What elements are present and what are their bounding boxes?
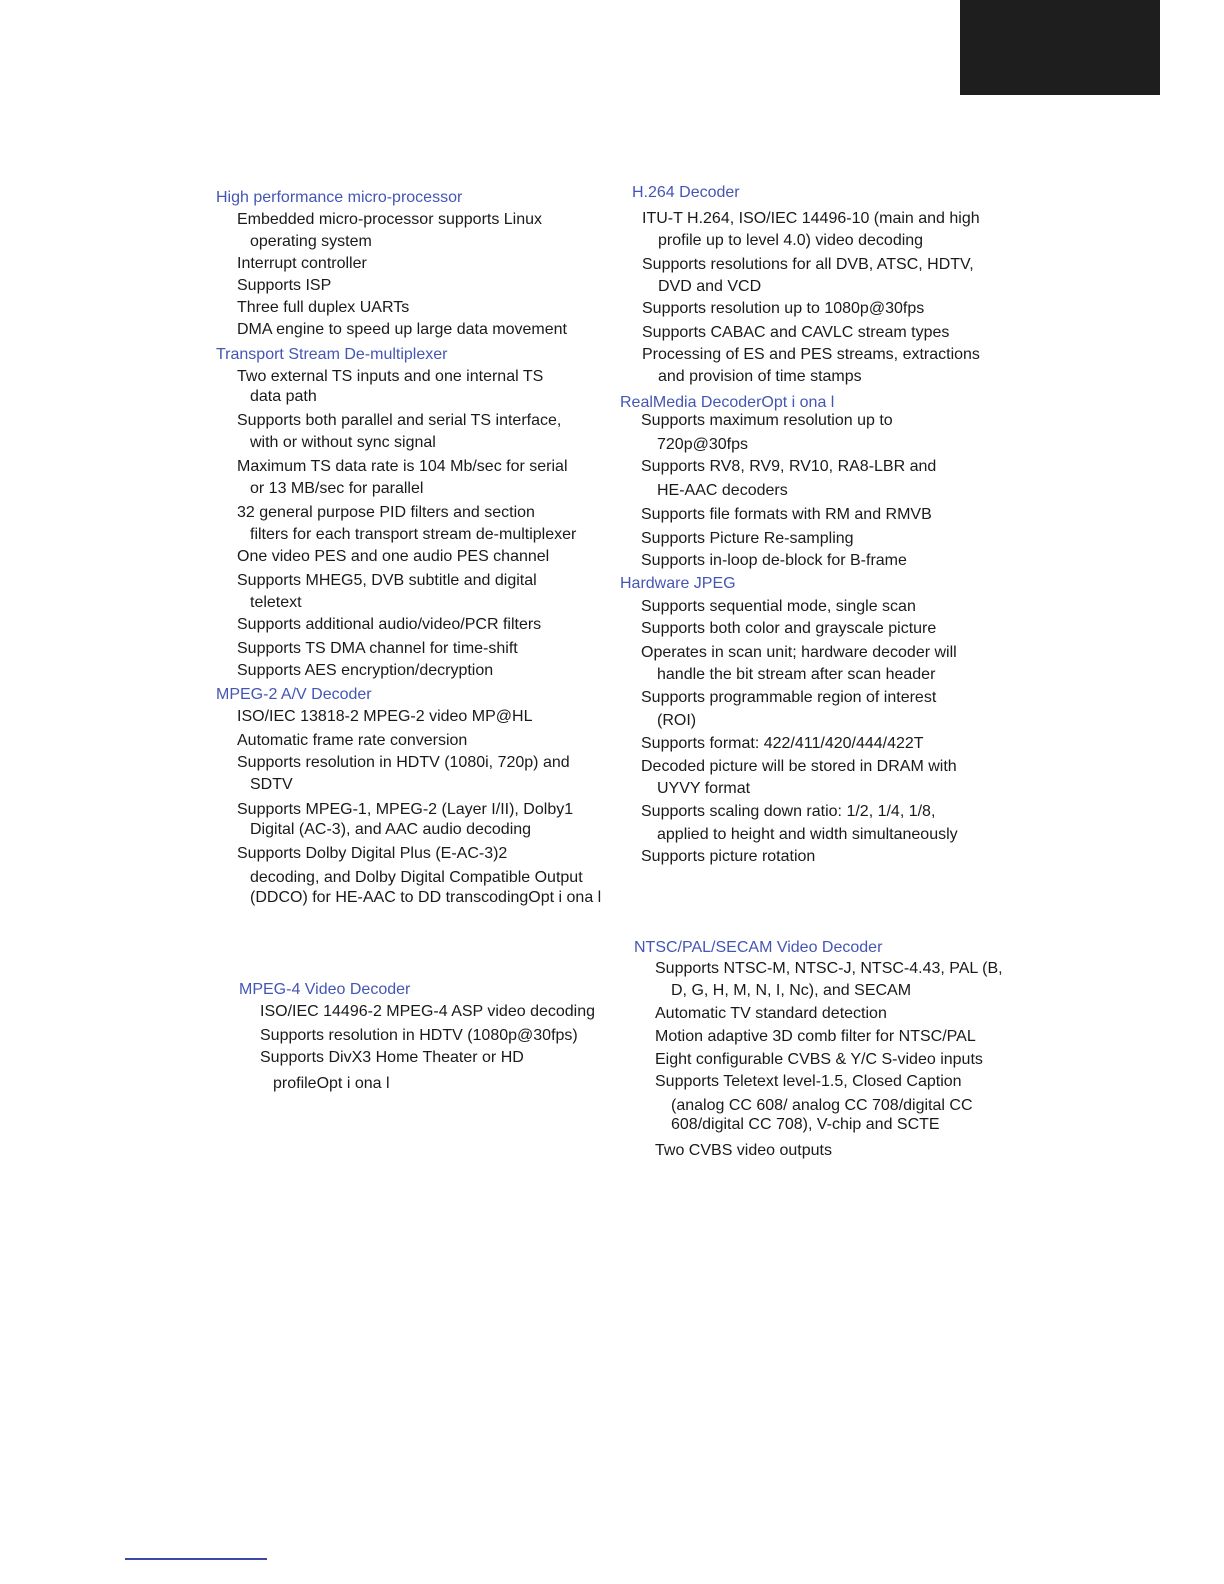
spec-line: Supports DivX3 Home Theater or HD	[260, 1049, 524, 1066]
spec-line: Supports file formats with RM and RMVB	[641, 506, 932, 523]
spec-line: profile up to level 4.0) video decoding	[658, 232, 924, 249]
ntsc-section	[634, 937, 1014, 1162]
spec-line: Supports RV8, RV9, RV10, RA8-LBR and	[641, 458, 937, 475]
section-heading-ntsc: NTSC/PAL/SECAM Video Decoder	[634, 939, 883, 956]
spec-line: Supports MPEG-1, MPEG-2 (Layer I/II), Dolby1	[237, 801, 574, 818]
spec-line: Supports Dolby Digital Plus (E-AC-3)2	[237, 845, 508, 862]
spec-line: ITU-T H.264, ISO/IEC 14496-10 (main and high	[642, 210, 980, 227]
spec-line: Supports Teletext level-1.5, Closed Caption	[655, 1073, 962, 1090]
spec-line: DVD and VCD	[658, 278, 762, 295]
footnote-divider	[125, 1558, 267, 1560]
spec-line: ISO/IEC 14496-2 MPEG-4 ASP video decoding	[260, 1003, 596, 1020]
section-heading-realmedia: RealMedia DecoderOpt i ona l	[620, 394, 835, 411]
spec-line: 32 general purpose PID filters and section	[237, 504, 535, 521]
spec-line: Interrupt controller	[237, 255, 367, 272]
section-heading-hardware-jpeg: Hardware JPEG	[620, 575, 736, 592]
spec-line: Maximum TS data rate is 104 Mb/sec for serial	[237, 458, 568, 475]
spec-line: applied to height and width simultaneously	[657, 826, 958, 843]
spec-line: Decoded picture will be stored in DRAM with	[641, 758, 957, 775]
spec-line: DMA engine to speed up large data movement	[237, 321, 567, 338]
section-heading-mpeg4: MPEG-4 Video Decoder	[239, 981, 411, 998]
spec-line: Supports programmable region of interest	[641, 689, 937, 706]
spec-line: and provision of time stamps	[658, 368, 862, 385]
spec-line: SDTV	[250, 776, 293, 793]
spec-line: Supports both color and grayscale picture	[641, 620, 937, 637]
spec-line: Processing of ES and PES streams, extractions	[642, 346, 980, 363]
spec-line: Supports both parallel and serial TS interface,	[237, 412, 562, 429]
spec-line: handle the bit stream after scan header	[657, 666, 936, 683]
spec-line: Supports resolution up to 1080p@30fps	[642, 300, 925, 317]
spec-line: (ROI)	[657, 712, 697, 729]
spec-line: Supports resolutions for all DVB, ATSC, HDTV,	[642, 256, 974, 273]
spec-line: One video PES and one audio PES channel	[237, 548, 550, 565]
spec-line: Supports CABAC and CAVLC stream types	[642, 324, 950, 341]
section-heading-mpeg2: MPEG-2 A/V Decoder	[216, 686, 372, 703]
spec-line: Two external TS inputs and one internal TS	[237, 368, 544, 385]
spec-line: Three full duplex UARTs	[237, 299, 410, 316]
section-heading-h264: H.264 Decoder	[632, 184, 740, 201]
spec-line: Supports format: 422/411/420/444/422T	[641, 735, 924, 752]
spec-line: D, G, H, M, N, I, Nc), and SECAM	[671, 982, 912, 999]
spec-line: 720p@30fps	[657, 436, 748, 453]
spec-line: Supports in-loop de-block for B-frame	[641, 552, 907, 569]
spec-line: (DDCO) for HE-AAC to DD transcodingOpt i ona l	[250, 889, 602, 906]
spec-line: teletext	[250, 594, 302, 611]
section-heading-microprocessor: High performance micro-processor	[216, 189, 463, 206]
spec-line: with or without sync signal	[250, 434, 436, 451]
spec-line: Supports maximum resolution up to	[641, 412, 893, 429]
spec-line: Digital (AC-3), and AAC audio decoding	[250, 821, 532, 838]
right-lower-column	[620, 392, 1020, 868]
spec-line: Supports scaling down ratio: 1/2, 1/4, 1/8,	[641, 803, 936, 820]
spec-line: Embedded micro-processor supports Linux	[237, 211, 543, 228]
spec-line: (analog CC 608/ analog CC 708/digital CC	[671, 1097, 973, 1114]
spec-line: Operates in scan unit; hardware decoder will	[641, 644, 957, 661]
spec-line: Supports resolution in HDTV (1080p@30fps)	[260, 1027, 578, 1044]
h264-section	[632, 182, 1012, 388]
spec-line: ISO/IEC 13818-2 MPEG-2 video MP@HL	[237, 708, 533, 725]
spec-line: HE-AAC decoders	[657, 482, 788, 499]
spec-line: Automatic TV standard detection	[655, 1005, 887, 1022]
spec-line: Supports sequential mode, single scan	[641, 598, 916, 615]
spec-line: operating system	[250, 233, 372, 250]
section-heading-transport-stream: Transport Stream De-multiplexer	[216, 346, 448, 363]
spec-line: UYVY format	[657, 780, 751, 797]
corner-tab-block	[960, 0, 1160, 95]
mpeg4-section	[239, 979, 619, 1095]
spec-line: Two CVBS video outputs	[655, 1142, 832, 1159]
spec-line: Supports resolution in HDTV (1080i, 720p) and	[237, 754, 570, 771]
spec-line: filters for each transport stream de-multiplexer	[250, 526, 577, 543]
spec-line: Supports additional audio/video/PCR filters	[237, 616, 542, 633]
spec-line: Supports Picture Re-sampling	[641, 530, 854, 547]
spec-line: Supports picture rotation	[641, 848, 816, 865]
spec-line: Supports NTSC-M, NTSC-J, NTSC-4.43, PAL (B,	[655, 960, 1003, 977]
spec-line: Supports MHEG5, DVB subtitle and digital	[237, 572, 537, 589]
spec-line: Supports TS DMA channel for time-shift	[237, 640, 518, 657]
left-column	[216, 187, 616, 909]
spec-line: Motion adaptive 3D comb filter for NTSC/PAL	[655, 1028, 976, 1045]
spec-line: data path	[250, 388, 317, 405]
spec-line: profileOpt i ona l	[273, 1075, 390, 1092]
spec-line: Automatic frame rate conversion	[237, 732, 468, 749]
spec-line: Supports AES encryption/decryption	[237, 662, 494, 679]
spec-line: or 13 MB/sec for parallel	[250, 480, 424, 497]
spec-line: 608/digital CC 708), V-chip and SCTE	[671, 1116, 940, 1133]
spec-line: Supports ISP	[237, 277, 332, 294]
spec-line: decoding, and Dolby Digital Compatible Output	[250, 869, 583, 886]
spec-line: Eight configurable CVBS & Y/C S-video inputs	[655, 1051, 983, 1068]
